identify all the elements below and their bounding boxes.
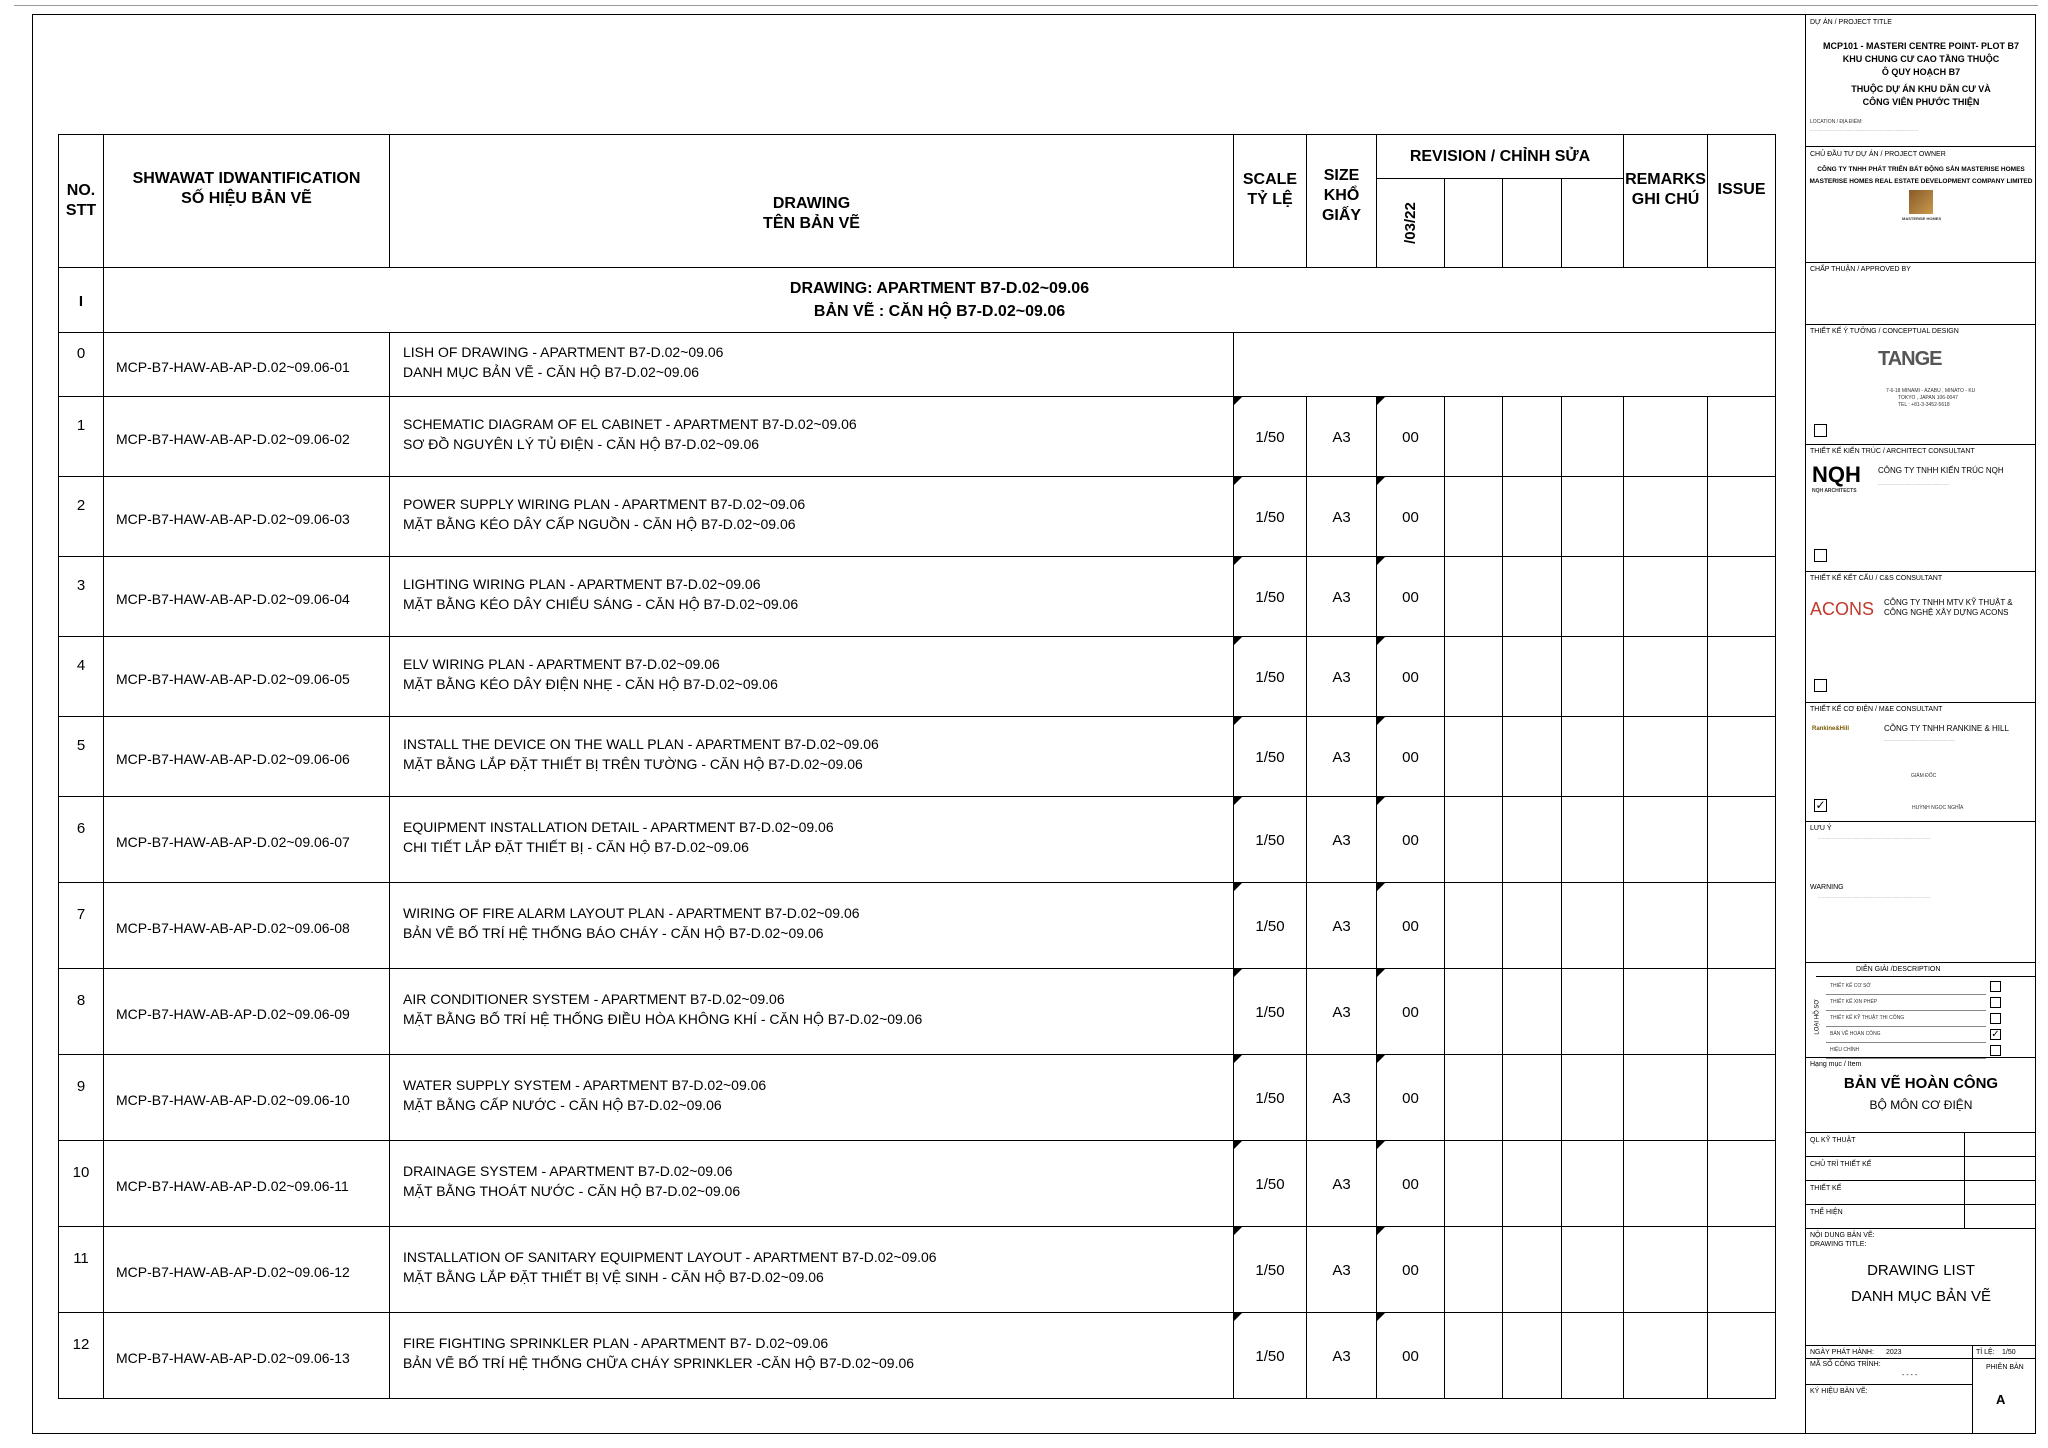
- table-row: [59, 717, 1776, 797]
- row-issue: [1708, 969, 1776, 1055]
- row-scale: 1/50: [1234, 1055, 1307, 1141]
- row-title-vi: MẶT BẰNG KÉO DÂY CẤP NGUỒN - CĂN HỘ B7-D.02~09.06: [403, 515, 796, 532]
- me-checkbox[interactable]: ✓: [1815, 798, 1826, 812]
- drawing-title-vi: DANH MỤC BẢN VẼ: [1850, 1288, 1992, 1305]
- row-rev-4: [1562, 1141, 1624, 1227]
- row-rev-2: [1445, 883, 1503, 969]
- row-remarks: [1624, 1055, 1708, 1141]
- row-rev-4: [1562, 397, 1624, 477]
- description-item-label: THIẾT KẾ XIN PHÉP: [1830, 999, 1878, 1005]
- row-size: A3: [1307, 1227, 1377, 1313]
- row-size: A3: [1307, 477, 1377, 557]
- header-code: SHWAWAT IDWANTIFICATION SỐ HIỆU BẢN VẼ: [104, 135, 390, 268]
- conceptual-label: THIẾT KẾ Ý TƯỞNG / CONCEPTUAL DESIGN: [1810, 328, 1959, 335]
- me-director: HUỲNH NGỌC NGHĨA: [1912, 805, 1964, 811]
- row-revision: 00: [1377, 969, 1445, 1055]
- row-title: [390, 1141, 1234, 1227]
- row-issue: [1708, 557, 1776, 637]
- row-issue: [1708, 477, 1776, 557]
- header-revision-col-2: [1445, 179, 1503, 268]
- row-remarks: [1624, 717, 1708, 797]
- row-title-vi: MẶT BẰNG BỐ TRÍ HỆ THỐNG ĐIỀU HÒA KHÔNG KHÍ - CĂN HỘ B7-D.02~09.06: [403, 1010, 923, 1027]
- row-rev-2: [1445, 797, 1503, 883]
- issue-date: 2023: [1886, 1349, 1902, 1356]
- row-code: MCP-B7-HAW-AB-AP-D.02~09.06-07: [104, 797, 390, 883]
- row-revision: 00: [1377, 797, 1445, 883]
- row-size: A3: [1307, 557, 1377, 637]
- row-rev-4: [1562, 883, 1624, 969]
- project-title-line: KHU CHUNG CƯ CAO TẦNG THUỘC: [1842, 54, 2000, 64]
- warning-label: WARNING: [1810, 884, 1844, 891]
- row-code: MCP-B7-HAW-AB-AP-D.02~09.06-10: [104, 1055, 390, 1141]
- drawing-title-en: DRAWING LIST: [1867, 1262, 1975, 1279]
- section-title-vi: BẢN VẼ : CĂN HỘ B7-D.02~09.06: [813, 303, 1066, 320]
- row-title-vi: CHI TIẾT LẮP ĐẶT THIẾT BỊ - CĂN HỘ B7-D.02~09.06: [403, 838, 749, 855]
- table-row: [59, 797, 1776, 883]
- description-item-label: HIỆU CHỈNH: [1830, 1047, 1860, 1053]
- table-row: [59, 883, 1776, 969]
- row-issue: [1708, 883, 1776, 969]
- row-remarks: [1624, 637, 1708, 717]
- row-code: MCP-B7-HAW-AB-AP-D.02~09.06-09: [104, 969, 390, 1055]
- row-rev-3: [1503, 717, 1562, 797]
- row-no: 12: [59, 1313, 104, 1399]
- row-issue: [1708, 717, 1776, 797]
- header-drawing: DRAWING TÊN BẢN VẼ: [390, 135, 1234, 268]
- signature-row-label: THỂ HIỆN: [1810, 1209, 1843, 1216]
- table-row: [59, 1313, 1776, 1399]
- me-logo: Rankine&Hill: [1812, 726, 1850, 732]
- cs-name-1: CÔNG TY TNHH MTV KỸ THUẬT &: [1884, 598, 2013, 607]
- row-title: [390, 397, 1234, 477]
- location-note: LOCATION / ĐỊA ĐIỂM:: [1810, 119, 1863, 125]
- row-rev-2: [1445, 477, 1503, 557]
- row-no: 11: [59, 1227, 104, 1313]
- row-rev-4: [1562, 637, 1624, 717]
- project-label: DỰ ÁN / PROJECT TITLE: [1810, 19, 1892, 26]
- row-remarks: [1624, 883, 1708, 969]
- row-revision: 00: [1377, 397, 1445, 477]
- row-title: [390, 1055, 1234, 1141]
- row-rev-2: [1445, 1227, 1503, 1313]
- me-address: ................................................................: [1884, 737, 1956, 742]
- row-rev-3: [1503, 1141, 1562, 1227]
- row-rev-4: [1562, 477, 1624, 557]
- row-remarks: [1624, 477, 1708, 557]
- project-title-line: MCP101 - MASTERI CENTRE POINT- PLOT B7: [1822, 41, 2020, 51]
- description-item-checkbox[interactable]: [1990, 981, 2001, 992]
- row-scale: 1/50: [1234, 397, 1307, 477]
- drawing-no-label: KÝ HIỆU BẢN VẼ:: [1810, 1388, 1868, 1395]
- signature-row-label: CHỦ TRÌ THIẾT KẾ: [1810, 1161, 1872, 1168]
- row-issue: [1708, 1313, 1776, 1399]
- row-title-en: POWER SUPPLY WIRING PLAN - APARTMENT B7-D.02~09.06: [403, 495, 806, 512]
- row-no: 9: [59, 1055, 104, 1141]
- row-rev-3: [1503, 1227, 1562, 1313]
- row-no: 4: [59, 637, 104, 717]
- row-size: A3: [1307, 883, 1377, 969]
- row-no: 0: [59, 333, 104, 397]
- row-code: MCP-B7-HAW-AB-AP-D.02~09.06-11: [104, 1141, 390, 1227]
- architect-name: CÔNG TY TNHH KIẾN TRÚC NQH: [1878, 466, 2004, 475]
- row-rev-4: [1562, 1313, 1624, 1399]
- cs-logo: ACONS: [1810, 599, 1875, 619]
- conceptual-logo: TANGE: [1878, 348, 1942, 370]
- description-item-checkbox[interactable]: [1990, 1045, 2001, 1056]
- description-item-checkbox[interactable]: [1990, 1013, 2001, 1024]
- row-rev-3: [1503, 969, 1562, 1055]
- row-scale: 1/50: [1234, 717, 1307, 797]
- row-size: A3: [1307, 1055, 1377, 1141]
- row-remarks: [1624, 1313, 1708, 1399]
- row-title: [390, 1227, 1234, 1313]
- section-title: [104, 268, 1776, 333]
- dossier-type-label: LOẠI HỒ SƠ: [1814, 999, 1821, 1035]
- location-lines: .................................................................................................: [1810, 127, 1918, 132]
- row-title-vi: SƠ ĐỒ NGUYÊN LÝ TỦ ĐIỆN - CĂN HỘ B7-D.02~09.06: [403, 435, 760, 452]
- row-code: MCP-B7-HAW-AB-AP-D.02~09.06-03: [104, 477, 390, 557]
- row-rev-4: [1562, 717, 1624, 797]
- row-rev-2: [1445, 1313, 1503, 1399]
- row-title-vi: BẢN VẼ BỐ TRÍ HỆ THỐNG CHỮA CHÁY SPRINKLER -CĂN HỘ B7-D.02~09.06: [403, 1354, 915, 1371]
- row-size: A3: [1307, 637, 1377, 717]
- row-revision: 00: [1377, 1227, 1445, 1313]
- item-title: BẢN VẼ HOÀN CÔNG: [1843, 1075, 1999, 1092]
- header-no: NO. STT: [59, 135, 104, 268]
- header-size: SIZE KHỔ GIẤY: [1307, 135, 1377, 268]
- signature-row-label: THIẾT KẾ: [1810, 1185, 1842, 1192]
- table-row: [59, 333, 1776, 397]
- row-remarks: [1624, 1227, 1708, 1313]
- row-revision: 00: [1377, 1141, 1445, 1227]
- row-title: [390, 333, 1234, 397]
- row-issue: [1708, 397, 1776, 477]
- description-item-checkbox[interactable]: [1990, 997, 2001, 1008]
- row-rev-2: [1445, 969, 1503, 1055]
- row-no: 3: [59, 557, 104, 637]
- row-title: [390, 1313, 1234, 1399]
- row-revision: 00: [1377, 1055, 1445, 1141]
- row-no: 7: [59, 883, 104, 969]
- row-scale: 1/50: [1234, 477, 1307, 557]
- row-code: MCP-B7-HAW-AB-AP-D.02~09.06-04: [104, 557, 390, 637]
- row-title-vi: DANH MỤC BẢN VẼ - CĂN HỘ B7-D.02~09.06: [403, 363, 700, 380]
- row-rev-3: [1503, 883, 1562, 969]
- header-scale: SCALE TỶ LỆ: [1234, 135, 1307, 268]
- row-title: [390, 637, 1234, 717]
- architect-label: THIẾT KẾ KIẾN TRÚC / ARCHITECT CONSULTANT: [1810, 448, 1975, 455]
- row-rev-4: [1562, 557, 1624, 637]
- row-size: A3: [1307, 717, 1377, 797]
- row-title-en: EQUIPMENT INSTALLATION DETAIL - APARTMENT B7-D.02~09.06: [403, 818, 834, 835]
- version-label: PHIÊN BẢN: [1986, 1364, 2024, 1371]
- row-issue: [1708, 797, 1776, 883]
- owner-logo-text: MASTERISE HOMES: [1902, 216, 1942, 221]
- row-title-vi: MẶT BẰNG LẮP ĐẶT THIẾT BỊ TRÊN TƯỜNG - CĂN HỘ B7-D.02~09.06: [403, 755, 863, 772]
- project-title-line: THUỘC DỰ ÁN KHU DÂN CƯ VÀ: [1851, 84, 1991, 94]
- row-revision: 00: [1377, 717, 1445, 797]
- version-value: A: [1996, 1392, 2006, 1407]
- header-revision: REVISION / CHỈNH SỬA: [1377, 135, 1624, 179]
- row-title-en: AIR CONDITIONER SYSTEM - APARTMENT B7-D.02~09.06: [403, 990, 785, 1007]
- row-issue: [1708, 1227, 1776, 1313]
- row-revision: 00: [1377, 1313, 1445, 1399]
- row-rev-3: [1503, 1313, 1562, 1399]
- row-size: A3: [1307, 969, 1377, 1055]
- row-title-vi: BẢN VẼ BỐ TRÍ HỆ THỐNG BÁO CHÁY - CĂN HỘ B7-D.02~09.06: [403, 924, 824, 941]
- project-title-line: Ô QUY HOẠCH B7: [1881, 67, 1961, 77]
- cs-name-2: CÔNG NGHỆ XÂY DỰNG ACONS: [1884, 608, 2009, 617]
- row-code: MCP-B7-HAW-AB-AP-D.02~09.06-08: [104, 883, 390, 969]
- conceptual-address-3: TEL : +81-3-3452-5618: [1898, 402, 1950, 408]
- title-block: [1806, 14, 2036, 1434]
- row-rev-3: [1503, 477, 1562, 557]
- content-label: NỘI DUNG BẢN VẼ:: [1810, 1232, 1875, 1239]
- table-row: [59, 1141, 1776, 1227]
- row-title-en: FIRE FIGHTING SPRINKLER PLAN - APARTMENT B7- D.02~09.06: [403, 1334, 829, 1351]
- row-issue: [1708, 637, 1776, 717]
- row-rev-3: [1503, 797, 1562, 883]
- me-director-title: GIÁM ĐỐC: [1911, 773, 1937, 779]
- row-no: 8: [59, 969, 104, 1055]
- row-code: MCP-B7-HAW-AB-AP-D.02~09.06-12: [104, 1227, 390, 1313]
- row-title: [390, 797, 1234, 883]
- table-row: [59, 637, 1776, 717]
- row-code: MCP-B7-HAW-AB-AP-D.02~09.06-02: [104, 397, 390, 477]
- row-title-vi: MẶT BẰNG LẮP ĐẶT THIẾT BỊ VỆ SINH - CĂN HỘ B7-D.02~09.06: [403, 1268, 824, 1285]
- item-label: Hạng mục / Item: [1810, 1061, 1862, 1068]
- table-row: [59, 969, 1776, 1055]
- architect-checkbox[interactable]: [1814, 549, 1827, 562]
- project-code-label: MÃ SỐ CÔNG TRÌNH:: [1810, 1361, 1881, 1368]
- row-empty: [1234, 333, 1776, 397]
- row-title: [390, 969, 1234, 1055]
- row-rev-2: [1445, 717, 1503, 797]
- row-revision: 00: [1377, 637, 1445, 717]
- description-label: DIỄN GIẢI /DESCRIPTION: [1856, 966, 1941, 973]
- owner-name-en: MASTERISE HOMES REAL ESTATE DEVELOPMENT COMPANY LIMITED: [1809, 178, 2033, 185]
- row-no: 6: [59, 797, 104, 883]
- description-item-label: THIẾT KẾ KỸ THUẬT THI CÔNG: [1830, 1015, 1905, 1021]
- row-title-en: LIGHTING WIRING PLAN - APARTMENT B7-D.02~09.06: [403, 575, 761, 592]
- cs-checkbox[interactable]: [1814, 679, 1827, 692]
- row-title: [390, 477, 1234, 557]
- table-row: [59, 477, 1776, 557]
- description-item-checkbox[interactable]: ✓: [1991, 1029, 2000, 1040]
- row-scale: 1/50: [1234, 797, 1307, 883]
- row-rev-2: [1445, 557, 1503, 637]
- row-rev-2: [1445, 637, 1503, 717]
- row-rev-4: [1562, 797, 1624, 883]
- row-title-en: SCHEMATIC DIAGRAM OF EL CABINET - APARTMENT B7-D.02~09.06: [403, 415, 857, 432]
- row-revision: 00: [1377, 557, 1445, 637]
- conceptual-address-2: TOKYO , JAPAN 106-0047: [1898, 395, 1958, 401]
- description-item-label: THIẾT KẾ CƠ SỞ: [1830, 983, 1871, 989]
- row-title: [390, 717, 1234, 797]
- row-no: 5: [59, 717, 104, 797]
- row-revision: 00: [1377, 477, 1445, 557]
- row-size: A3: [1307, 797, 1377, 883]
- row-rev-4: [1562, 1055, 1624, 1141]
- scale-value: 1/50: [2002, 1349, 2016, 1356]
- row-rev-2: [1445, 1141, 1503, 1227]
- row-rev-2: [1445, 1055, 1503, 1141]
- row-no: 1: [59, 397, 104, 477]
- owner-name-vi: CÔNG TY TNHH PHÁT TRIỂN BẤT ĐỘNG SẢN MASTERISE HOMES: [1817, 166, 2025, 173]
- approved-label: CHẤP THUẬN / APPROVED BY: [1810, 266, 1911, 273]
- table-row: [59, 397, 1776, 477]
- note-label: LƯU Ý: [1810, 825, 1832, 832]
- me-name: CÔNG TY TNHH RANKINE & HILL: [1884, 724, 2009, 733]
- section-title-en: DRAWING: APARTMENT B7-D.02~09.06: [789, 280, 1090, 297]
- row-scale: 1/50: [1234, 969, 1307, 1055]
- row-title-vi: MẶT BẰNG KÉO DÂY CHIẾU SÁNG - CĂN HỘ B7-D.02~09.06: [403, 595, 799, 612]
- warning-text: .....................................................................................................: [1818, 894, 1931, 899]
- row-revision: 00: [1377, 883, 1445, 969]
- architect-logo: NQH: [1812, 462, 1861, 487]
- row-scale: 1/50: [1234, 557, 1307, 637]
- row-no: 2: [59, 477, 104, 557]
- row-remarks: [1624, 797, 1708, 883]
- table-row: [59, 1055, 1776, 1141]
- row-title-vi: MẶT BẰNG KÉO DÂY ĐIỆN NHẸ - CĂN HỘ B7-D.02~09.06: [403, 675, 778, 692]
- note-text: .....................................................................................................: [1818, 835, 1931, 840]
- row-title-en: DRAINAGE SYSTEM - APARTMENT B7-D.02~09.06: [403, 1162, 733, 1179]
- row-title-vi: MẶT BẰNG CẤP NƯỚC - CĂN HỘ B7-D.02~09.06: [403, 1096, 722, 1113]
- row-code: MCP-B7-HAW-AB-AP-D.02~09.06-05: [104, 637, 390, 717]
- row-title-vi: MẶT BẰNG THOÁT NƯỚC - CĂN HỘ B7-D.02~09.06: [403, 1182, 741, 1199]
- architect-logo-sub: NQH ARCHITECTS: [1812, 488, 1857, 494]
- row-size: A3: [1307, 1313, 1377, 1399]
- signature-row-label: QL KỸ THUẬT: [1810, 1137, 1856, 1144]
- row-no: 10: [59, 1141, 104, 1227]
- header-issue: ISSUE: [1708, 135, 1776, 268]
- project-title-line: CÔNG VIÊN PHƯỚC THIỆN: [1862, 97, 1980, 107]
- row-title-en: ELV WIRING PLAN - APARTMENT B7-D.02~09.06: [403, 655, 720, 672]
- project-code: - - - -: [1902, 1372, 1918, 1379]
- row-rev-3: [1503, 1055, 1562, 1141]
- row-scale: 1/50: [1234, 1227, 1307, 1313]
- owner-logo: [1909, 190, 1933, 214]
- row-remarks: [1624, 1141, 1708, 1227]
- row-code: MCP-B7-HAW-AB-AP-D.02~09.06-01: [104, 333, 390, 397]
- row-remarks: [1624, 397, 1708, 477]
- header-revision-col-4: [1562, 179, 1624, 268]
- row-title: [390, 883, 1234, 969]
- row-issue: [1708, 1055, 1776, 1141]
- row-title: [390, 557, 1234, 637]
- row-size: A3: [1307, 1141, 1377, 1227]
- header-revision-col-3: [1503, 179, 1562, 268]
- row-code: MCP-B7-HAW-AB-AP-D.02~09.06-06: [104, 717, 390, 797]
- row-rev-4: [1562, 1227, 1624, 1313]
- header-revision-date: /03/22: [1377, 179, 1445, 268]
- row-scale: 1/50: [1234, 1313, 1307, 1399]
- row-title-en: WATER SUPPLY SYSTEM - APARTMENT B7-D.02~09.06: [403, 1076, 767, 1093]
- section-no: I: [59, 268, 104, 333]
- row-scale: 1/50: [1234, 1141, 1307, 1227]
- row-code: MCP-B7-HAW-AB-AP-D.02~09.06-13: [104, 1313, 390, 1399]
- header-remarks: REMARKS GHI CHÚ: [1624, 135, 1708, 268]
- table-row: [59, 1227, 1776, 1313]
- scale-label: TỈ LỆ:: [1976, 1349, 1995, 1356]
- drawing-title-label: DRAWING TITLE:: [1810, 1241, 1867, 1248]
- row-rev-2: [1445, 397, 1503, 477]
- row-title-en: INSTALL THE DEVICE ON THE WALL PLAN - APARTMENT B7-D.02~09.06: [403, 735, 879, 752]
- architect-address: ................................................................: [1878, 481, 1950, 486]
- row-rev-3: [1503, 557, 1562, 637]
- row-title-en: LISH OF DRAWING - APARTMENT B7-D.02~09.06: [403, 343, 724, 360]
- row-rev-3: [1503, 397, 1562, 477]
- row-remarks: [1624, 969, 1708, 1055]
- row-size: A3: [1307, 397, 1377, 477]
- issue-date-label: NGÀY PHÁT HÀNH:: [1810, 1349, 1874, 1356]
- table-row: [59, 557, 1776, 637]
- drawing-list-table: [58, 134, 1776, 1399]
- row-remarks: [1624, 557, 1708, 637]
- row-scale: 1/50: [1234, 637, 1307, 717]
- row-title-en: WIRING OF FIRE ALARM LAYOUT PLAN - APARTMENT B7-D.02~09.06: [403, 904, 860, 921]
- row-rev-4: [1562, 969, 1624, 1055]
- description-item-label: BẢN VẼ HOÀN CÔNG: [1830, 1031, 1881, 1037]
- conceptual-address-1: 7-6-18 MINAMI - AZABU , MINATO - KU: [1886, 388, 1976, 394]
- row-issue: [1708, 1141, 1776, 1227]
- row-rev-3: [1503, 637, 1562, 717]
- section-row: [59, 268, 1776, 333]
- me-label: THIẾT KẾ CƠ ĐIỆN / M&E CONSULTANT: [1810, 706, 1943, 713]
- row-scale: 1/50: [1234, 883, 1307, 969]
- cs-label: THIẾT KẾ KẾT CẤU / C&S CONSULTANT: [1810, 575, 1943, 582]
- row-title-en: INSTALLATION OF SANITARY EQUIPMENT LAYOUT - APARTMENT B7-D.02~09.06: [403, 1248, 937, 1265]
- conceptual-checkbox[interactable]: [1814, 424, 1827, 437]
- item-subtitle: BỘ MÔN CƠ ĐIỆN: [1869, 1098, 1973, 1112]
- owner-label: CHỦ ĐẦU TƯ DỰ ÁN / PROJECT OWNER: [1810, 151, 1946, 158]
